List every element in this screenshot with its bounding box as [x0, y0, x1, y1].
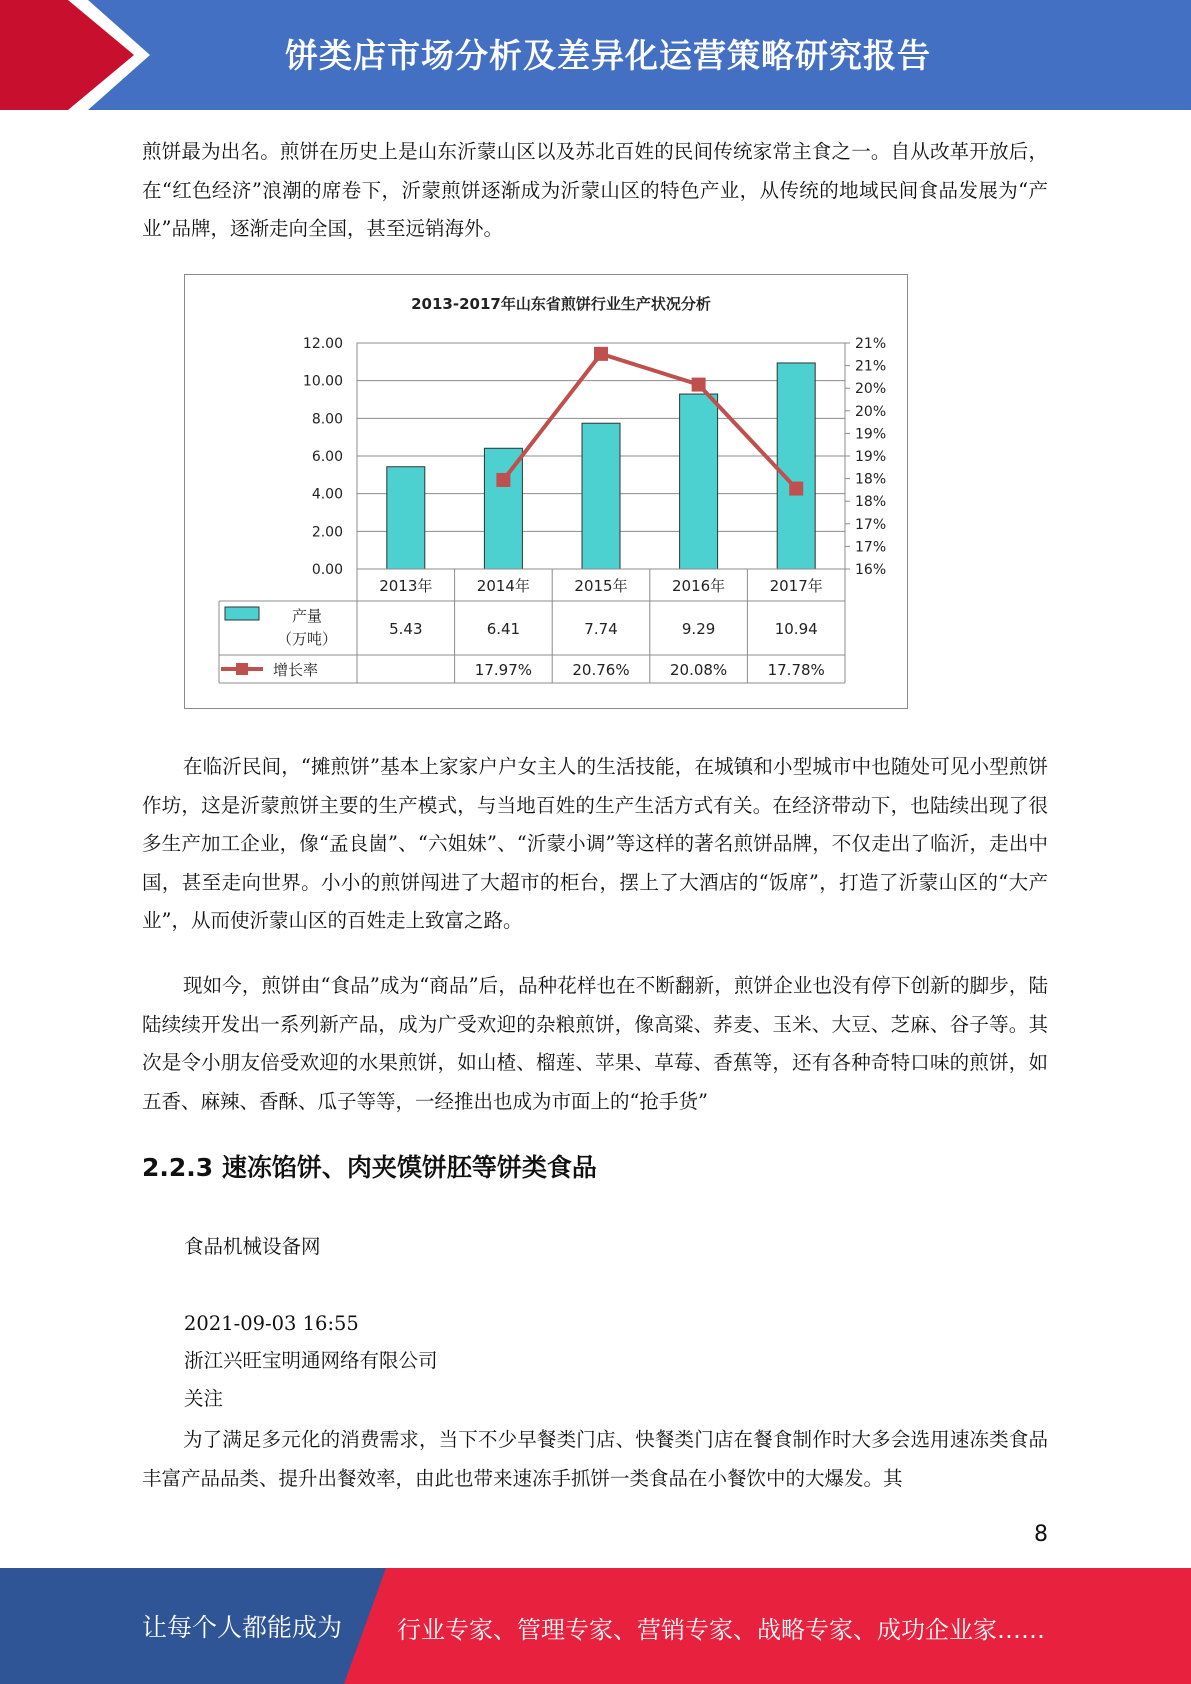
publish-datetime: 2021-09-03 16:55 [184, 1312, 359, 1335]
rate-value-label: 17.78% [767, 661, 825, 679]
production-chart [185, 275, 907, 708]
company-name: 浙江兴旺宝明通网络有限公司 [184, 1349, 438, 1372]
right-tick-label: 18% [855, 494, 887, 511]
left-tick-label: 0.00 [311, 562, 343, 578]
paragraph-3: 现如今，煎饼由“食品”成为“商品”后，品种花样也在不断翻新，煎饼企业也没有停下创新的脚步，陆陆续续开发出一系列新产品，成为广受欢迎的杂粮煎饼，像高粱、荞麦、玉米、大豆、芝麻、谷子等。其次是令小朋友倍受欢迎的水果煎饼，如山楂、榴莲、苹果、草莓、香蕉等，还有各种奇特口味的煎饼，如五香、麻辣、香酥、瓜子等等，一经推出也成为市面上的“抢手货” [142, 974, 1048, 1113]
bar-value-label: 6.41 [486, 620, 521, 638]
legend-line-label: 增长率 [273, 661, 319, 679]
bar [777, 363, 815, 569]
left-tick-label: 8.00 [311, 411, 343, 428]
left-tick-label: 10.00 [302, 373, 343, 390]
follow-link[interactable]: 关注 [184, 1387, 224, 1410]
growth-rate-line [503, 354, 796, 489]
right-tick-label: 19% [855, 449, 887, 465]
left-tick-label: 4.00 [311, 486, 343, 503]
rate-value-label: 20.76% [572, 661, 630, 679]
growth-rate-marker [594, 347, 608, 361]
source-name: 食品机械设备网 [184, 1235, 321, 1258]
category-label: 2013年 [379, 577, 433, 595]
right-tick-label: 20% [855, 403, 887, 420]
rate-value-label: 17.97% [474, 661, 533, 679]
chart-title: 2013-2017年山东省煎饼行业生产状况分析 [411, 295, 711, 313]
right-tick-label: 21% [855, 358, 887, 375]
right-tick-label: 18% [855, 471, 887, 488]
right-tick-label: 19% [855, 426, 887, 443]
bar-value-label: 5.43 [389, 620, 423, 638]
footer-slogan-right: 行业专家、管理专家、营销专家、战略专家、成功企业家…… [397, 1616, 1045, 1644]
paragraph-4: 为了满足多元化的消费需求，当下不少早餐类门店、快餐类门店在餐食制作时大多会选用速冻类食品丰富产品品类、提升出餐效率，由此也带来速冻手抓饼一类食品在小餐饮中的大爆发。其 [142, 1428, 1048, 1490]
paragraph-2: 在临沂民间，“摊煎饼”基本上家家户户女主人的生活技能，在城镇和小型城市中也随处可见小型煎饼作坊，这是沂蒙煎饼主要的生产模式，与当地百姓的生产生活方式有关。在经济带动下，也陆续出现了很多生产加工企业，像“孟良崮”、“六姐妹”、“沂蒙小调”等这样的著名煎饼品牌，不仅走出了临沂，走出中国，甚至走向世界。小小的煎饼闯进了大超市的柜台，摆上了大酒店的“饭席”，打造了沂蒙山区的“大产业”，从而使沂蒙山区的百姓走上致富之路。 [142, 755, 1048, 932]
category-label: 2015年 [574, 577, 628, 595]
bar-value-label: 9.29 [681, 620, 716, 638]
category-label: 2014年 [476, 577, 530, 595]
page-number: 8 [1034, 1522, 1048, 1547]
legend-bar-unit: （万吨） [276, 630, 338, 648]
bar [680, 394, 718, 569]
bar [484, 448, 522, 569]
legend-bar-swatch [225, 607, 259, 620]
category-label: 2017年 [769, 577, 823, 595]
bar-value-label: 7.74 [584, 620, 618, 638]
bar [387, 467, 425, 569]
left-tick-label: 6.00 [311, 449, 343, 465]
right-tick-label: 21% [855, 336, 887, 352]
right-tick-label: 17% [855, 516, 887, 533]
left-tick-label: 12.00 [302, 336, 343, 352]
section-heading: 2.2.3 速冻馅饼、肉夹馍饼胚等饼类食品 [142, 1153, 597, 1182]
left-tick-label: 2.00 [311, 524, 343, 541]
growth-rate-marker [496, 473, 510, 487]
report-title: 饼类店市场分析及差异化运营策略研究报告 [285, 36, 931, 75]
legend-bar-label: 产量 [291, 607, 323, 625]
chart-frame [184, 274, 908, 709]
paragraph-1: 煎饼最为出名。煎饼在历史上是山东沂蒙山区以及苏北百姓的民间传统家常主食之一。自从改革开放后，在“红色经济”浪潮的席卷下，沂蒙煎饼逐渐成为沂蒙山区的特色产业，从传统的地域民间食品发展为“产业”品牌，逐渐走向全国，甚至远销海外。 [142, 140, 1048, 240]
right-tick-label: 17% [855, 539, 887, 556]
bar-value-label: 10.94 [774, 620, 818, 638]
category-label: 2016年 [672, 577, 726, 595]
growth-rate-marker [692, 378, 706, 392]
footer-slogan-left: 让每个人都能成为 [142, 1613, 343, 1642]
page-header [0, 0, 1191, 110]
rate-value-label: 20.08% [669, 661, 728, 679]
right-tick-label: 16% [855, 562, 887, 578]
bar [582, 423, 620, 569]
growth-rate-marker [789, 482, 803, 496]
page-footer [0, 1568, 1191, 1684]
right-tick-label: 20% [855, 381, 887, 398]
legend-line-marker [236, 663, 248, 675]
